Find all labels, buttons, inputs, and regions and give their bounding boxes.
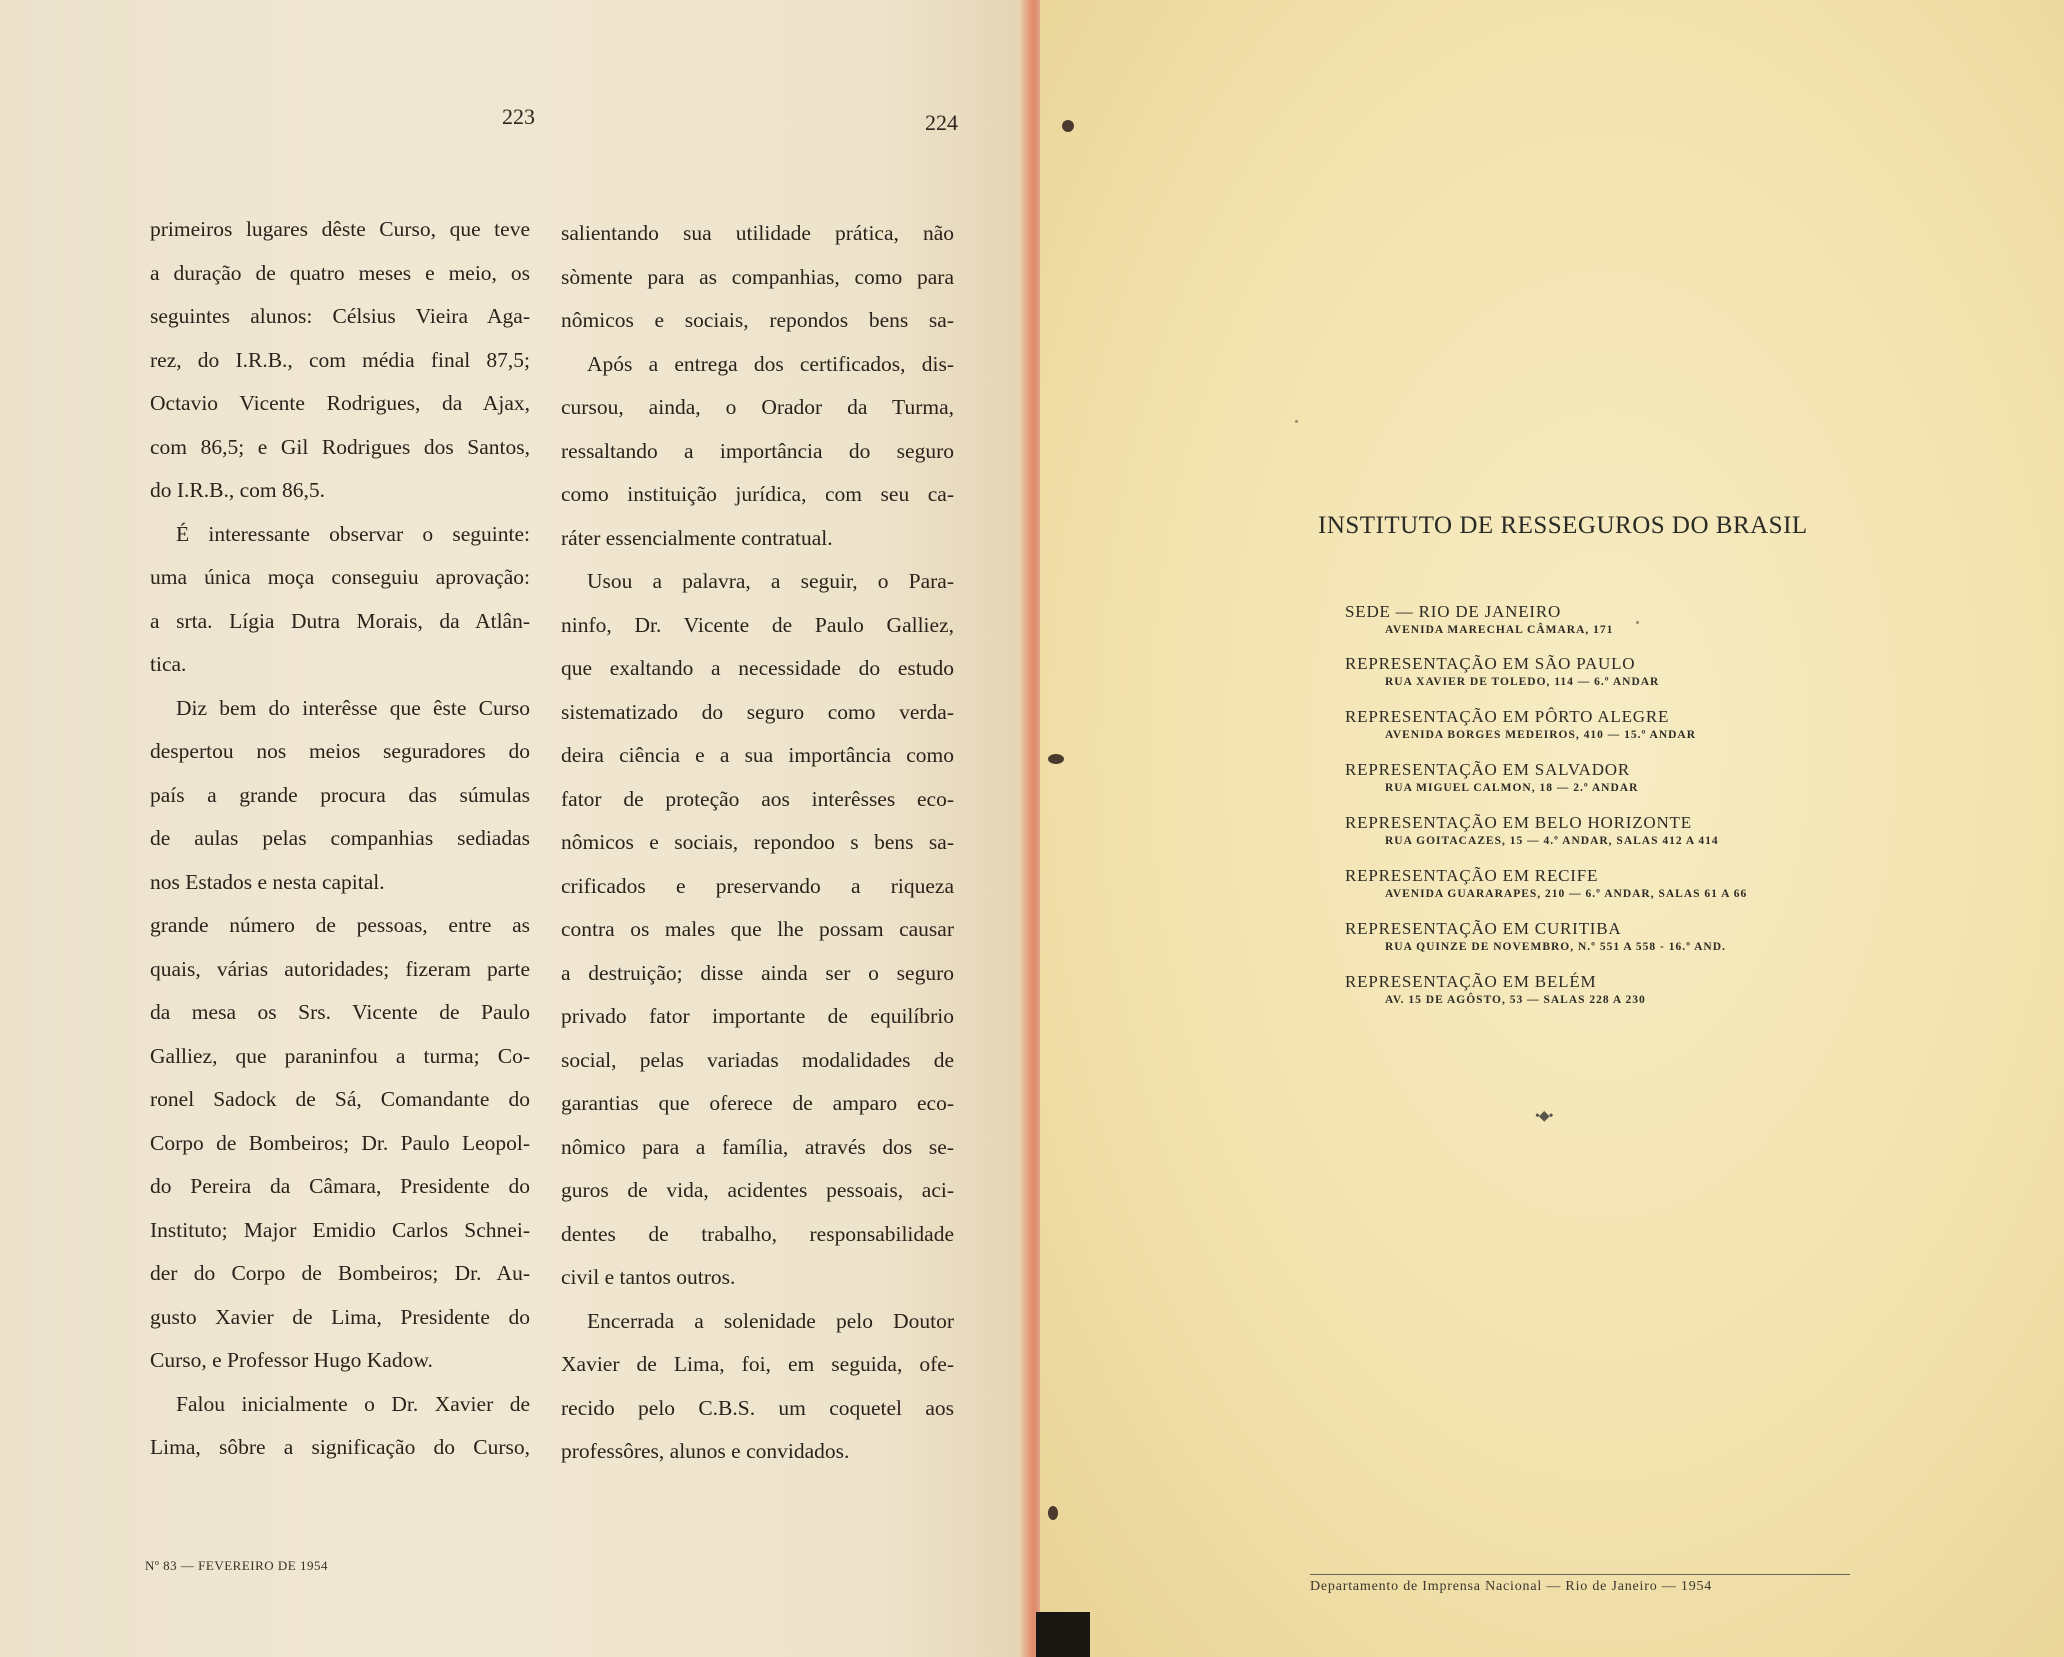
- office-entry: [1345, 707, 1865, 744]
- text-line: Curso, e Professor Hugo Kadow.: [150, 1348, 433, 1372]
- text-line: nômicos e sociais, repondos bens sa-: [561, 308, 954, 332]
- page-number-223: 223: [502, 104, 535, 129]
- office-name: SEDE — RIO DE JANEIRO: [1345, 602, 1562, 621]
- text-column-1: [150, 208, 530, 1470]
- text-line: garantias que oferece de amparo eco-: [561, 1091, 954, 1115]
- text-line: Encerrada a solenidade pelo Doutor: [587, 1308, 954, 1333]
- institute-title: INSTITUTO DE RESSEGUROS DO BRASIL: [1318, 512, 1808, 539]
- office-address: AVENIDA MARECHAL CÂMARA, 171: [1385, 624, 1614, 636]
- office-address: RUA QUINZE DE NOVEMBRO, N.º 551 A 558 - 16.º AND.: [1385, 941, 1726, 953]
- text-line: crificados e preservando a riqueza: [561, 873, 954, 898]
- office-entry: [1345, 866, 1865, 903]
- office-address: AV. 15 DE AGÔSTO, 53 — SALAS 228 A 230: [1385, 994, 1646, 1006]
- text-line: dentes de trabalho, responsabilidade: [561, 1221, 954, 1246]
- binding-hole: [1062, 120, 1074, 132]
- text-line: contra os males que lhe possam causar: [561, 917, 954, 941]
- text-line: quais, várias autoridades; fizeram parte: [150, 956, 530, 981]
- page-edge-shadow: [1036, 1612, 1090, 1657]
- text-line: nômicos e sociais, repondoo s bens sa-: [561, 830, 954, 854]
- printer-footer: Departamento de Imprensa Nacional — Rio de Janeiro — 1954: [1310, 1574, 1850, 1595]
- office-address: RUA XAVIER DE TOLEDO, 114 — 6.º ANDAR: [1385, 676, 1660, 688]
- text-line: salientando sua utilidade prática, não: [561, 221, 954, 245]
- office-name: REPRESENTAÇÃO EM SÃO PAULO: [1345, 654, 1636, 673]
- text-line: gusto Xavier de Lima, Presidente do: [150, 1304, 530, 1329]
- text-line: fator de proteção aos interêsses eco-: [561, 786, 954, 811]
- text-line: der do Corpo de Bombeiros; Dr. Au-: [150, 1261, 530, 1285]
- text-line: nômico para a família, através dos se-: [561, 1134, 954, 1159]
- text-line: seguintes alunos: Célsius Vieira Aga-: [150, 304, 530, 328]
- text-line: despertou nos meios seguradores do: [150, 739, 530, 763]
- text-line: sòmente para as companhias, como para: [561, 264, 954, 289]
- text-line: Instituto; Major Emidio Carlos Schnei-: [150, 1217, 530, 1242]
- page-number-224: 224: [925, 110, 958, 135]
- text-line: ressaltando a importância do seguro: [561, 438, 954, 463]
- text-line: de aulas pelas companhias sediadas: [150, 826, 530, 850]
- text-line: cursou, ainda, o Orador da Turma,: [561, 395, 954, 419]
- text-line: Após a entrega dos certificados, dis-: [587, 351, 954, 376]
- text-line: ronel Sadock de Sá, Comandante do: [150, 1087, 530, 1111]
- ornament-divider: •◆•: [1535, 1109, 1553, 1124]
- text-line: do Pereira da Câmara, Presidente do: [150, 1174, 530, 1198]
- text-line: guros de vida, acidentes pessoais, aci-: [561, 1178, 954, 1202]
- office-name: REPRESENTAÇÃO EM BELÉM: [1345, 972, 1597, 991]
- office-address: AVENIDA GUARARAPES, 210 — 6.º ANDAR, SALAS 61 A 66: [1385, 888, 1748, 900]
- office-name: REPRESENTAÇÃO EM RECIFE: [1345, 866, 1599, 885]
- text-line: com 86,5; e Gil Rodrigues dos Santos,: [150, 434, 530, 459]
- text-column-2: [561, 212, 954, 1474]
- paper-speck: [1295, 420, 1298, 423]
- text-line: da mesa os Srs. Vicente de Paulo: [150, 1000, 530, 1024]
- text-line: como instituição jurídica, com seu ca-: [561, 482, 954, 506]
- text-line: primeiros lugares dêste Curso, que teve: [150, 217, 530, 241]
- office-entry: [1345, 813, 1865, 850]
- text-line: Octavio Vicente Rodrigues, da Ajax,: [150, 391, 530, 415]
- text-line: Galliez, que paraninfou a turma; Co-: [150, 1043, 530, 1068]
- office-entry: [1345, 919, 1865, 956]
- text-line: Usou a palavra, a seguir, o Para-: [587, 569, 954, 593]
- office-address: RUA GOITACAZES, 15 — 4.º ANDAR, SALAS 412 A 414: [1385, 835, 1719, 847]
- text-line: rez, do I.R.B., com média final 87,5;: [150, 347, 530, 372]
- office-name: REPRESENTAÇÃO EM BELO HORIZONTE: [1345, 813, 1692, 832]
- text-line: grande número de pessoas, entre as: [150, 913, 530, 937]
- text-line: professôres, alunos e convidados.: [561, 1439, 850, 1463]
- office-entry: [1345, 760, 1865, 797]
- office-name: REPRESENTAÇÃO EM CURITIBA: [1345, 919, 1622, 938]
- text-line: uma única moça conseguiu aprovação:: [150, 565, 530, 589]
- text-line: social, pelas variadas modalidades de: [561, 1047, 954, 1072]
- text-line: civil e tantos outros.: [561, 1265, 736, 1289]
- text-line: ráter essencialmente contratual.: [561, 525, 833, 550]
- text-line: Xavier de Lima, foi, em seguida, ofe-: [561, 1352, 954, 1376]
- office-name: REPRESENTAÇÃO EM PÔRTO ALEGRE: [1345, 707, 1670, 726]
- text-line: ninfo, Dr. Vicente de Paulo Galliez,: [561, 612, 954, 637]
- text-line: tica.: [150, 652, 187, 676]
- text-line: do I.R.B., com 86,5.: [150, 478, 325, 502]
- text-line: a duração de quatro meses e meio, os: [150, 260, 530, 285]
- binding-hole: [1048, 1506, 1058, 1520]
- text-line: deira ciência e a sua importância como: [561, 743, 954, 767]
- text-line: É interessante observar o seguinte:: [176, 521, 530, 546]
- office-name: REPRESENTAÇÃO EM SALVADOR: [1345, 760, 1631, 779]
- binding-hole: [1048, 754, 1064, 764]
- text-line: país a grande procura das súmulas: [150, 782, 530, 807]
- text-line: privado fator importante de equilíbrio: [561, 1004, 954, 1028]
- text-line: nos Estados e nesta capital.: [150, 869, 385, 894]
- office-entry: [1345, 602, 1865, 639]
- office-address: RUA MIGUEL CALMON, 18 — 2.º ANDAR: [1385, 782, 1639, 794]
- text-line: recido pelo C.B.S. um coquetel aos: [561, 1395, 954, 1420]
- text-line: Lima, sôbre a significação do Curso,: [150, 1435, 530, 1459]
- text-line: Falou inicialmente o Dr. Xavier de: [176, 1391, 530, 1416]
- office-entry: [1345, 654, 1865, 691]
- office-entry: [1345, 972, 1865, 1009]
- text-line: que exaltando a necessidade do estudo: [561, 656, 954, 680]
- office-address: AVENIDA BORGES MEDEIROS, 410 — 15.º ANDAR: [1385, 729, 1697, 741]
- text-line: a srta. Lígia Dutra Morais, da Atlân-: [150, 608, 530, 633]
- text-line: Corpo de Bombeiros; Dr. Paulo Leopol-: [150, 1130, 530, 1155]
- text-line: Diz bem do interêsse que êste Curso: [176, 695, 530, 720]
- issue-footer: Nº 83 — FEVEREIRO DE 1954: [145, 1558, 328, 1573]
- text-line: a destruição; disse ainda ser o seguro: [561, 960, 954, 985]
- text-line: sistematizado do seguro como verda-: [561, 699, 954, 724]
